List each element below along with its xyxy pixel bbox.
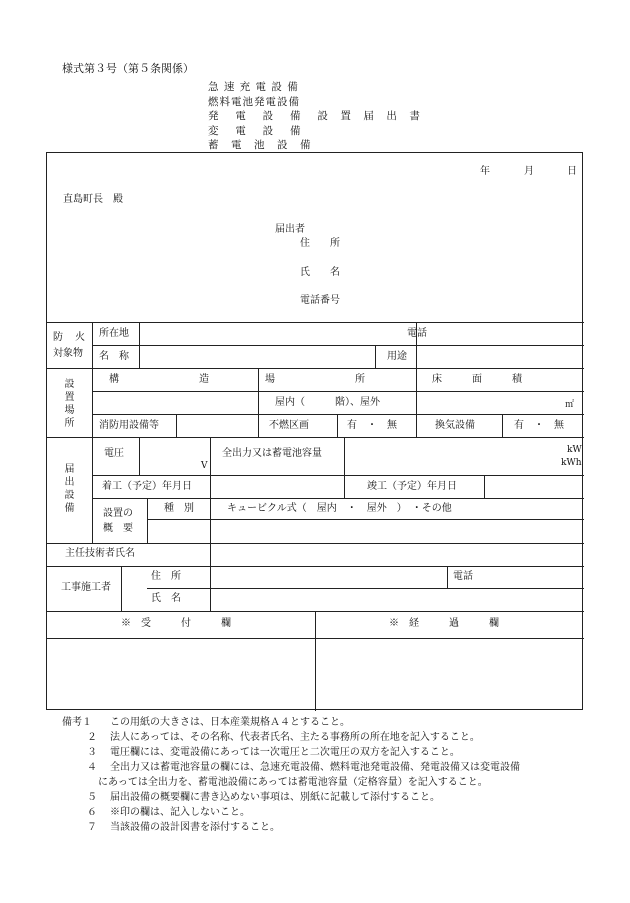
- voltage-label: 電圧: [104, 448, 124, 459]
- title-quick-charge: 急 速 充 電 設 備: [208, 81, 299, 93]
- fire-equipment-label: 消防用設備等: [99, 420, 159, 431]
- notifier-phone-label: 電話番号: [300, 295, 340, 306]
- notifier-label: 届出者: [275, 224, 305, 235]
- notified-equipment-label: 届出設備: [62, 463, 73, 515]
- type-label: 種 別: [164, 503, 194, 514]
- area-unit: ㎡: [565, 400, 575, 410]
- ventilation-yes-no: 有 ・ 無: [514, 420, 564, 431]
- fire-location-label: 所在地: [99, 328, 129, 339]
- start-date-label: 着工（予定）年月日: [102, 481, 192, 492]
- type-options: キュービクル式（ 屋内 ・ 屋外 ） ・その他: [227, 503, 452, 514]
- fire-target-label-1: 防 火: [53, 332, 86, 343]
- addressee: 直島町長 殿: [63, 194, 123, 205]
- date-day: 日: [567, 166, 577, 177]
- fire-target-label-2: 対象物: [53, 348, 83, 359]
- form-titles: [208, 82, 421, 155]
- date-month: 月: [524, 166, 534, 177]
- structure-label: 構 造: [109, 374, 209, 385]
- date-year: 年: [480, 166, 490, 177]
- overview-label-2: 概 要: [103, 523, 133, 534]
- contractor-phone-label: 電話: [453, 571, 473, 582]
- title-substation: 変 電 設 備: [208, 124, 302, 137]
- reception-header: ※ 受 付 欄: [121, 618, 231, 629]
- output-capacity-label: 全出力又は蓄電池容量: [222, 448, 322, 459]
- floor-area-label: 床 面 積: [432, 374, 522, 385]
- title-fuel-cell: 燃料電池発電設備: [208, 95, 300, 108]
- form-frame: [46, 152, 583, 710]
- title-main: 発 電 設 備 設 置 届 出 書: [208, 110, 421, 122]
- indoor-outdoor-text: 屋内（ 階）、屋外: [275, 397, 380, 408]
- completion-date-label: 竣工（予定）年月日: [367, 481, 457, 492]
- ventilation-label: 換気設備: [435, 420, 475, 431]
- fire-use-label: 用途: [387, 351, 407, 362]
- voltage-unit: V: [201, 461, 208, 471]
- fireproof-zone-label: 不燃区画: [269, 420, 309, 431]
- install-place-label: 設置場所: [62, 378, 73, 430]
- overview-label-1: 設置の: [103, 508, 133, 519]
- unit-kwh: kWh: [561, 458, 582, 468]
- title-storage-battery: 蓄 電 池 設 備: [208, 139, 312, 151]
- chief-engineer-label: 主任技術者氏名: [65, 548, 135, 559]
- unit-kw: kW: [567, 445, 582, 455]
- notifier-name-label: 氏 名: [300, 267, 340, 278]
- contractor-name-label: 氏 名: [151, 593, 181, 604]
- place-label: 場 所: [265, 374, 365, 385]
- contractor-address-label: 住 所: [151, 571, 181, 582]
- notifier-address-label: 住 所: [300, 238, 340, 249]
- fire-name-label: 名 称: [99, 351, 129, 362]
- progress-header: ※ 経 過 欄: [389, 618, 499, 629]
- fireproof-zone-yes-no: 有 ・ 無: [347, 420, 397, 431]
- contractor-label: 工事施工者: [61, 582, 111, 593]
- form-number: 様式第３号（第５条関係）: [62, 62, 194, 75]
- fire-phone-label: 電話: [407, 328, 427, 339]
